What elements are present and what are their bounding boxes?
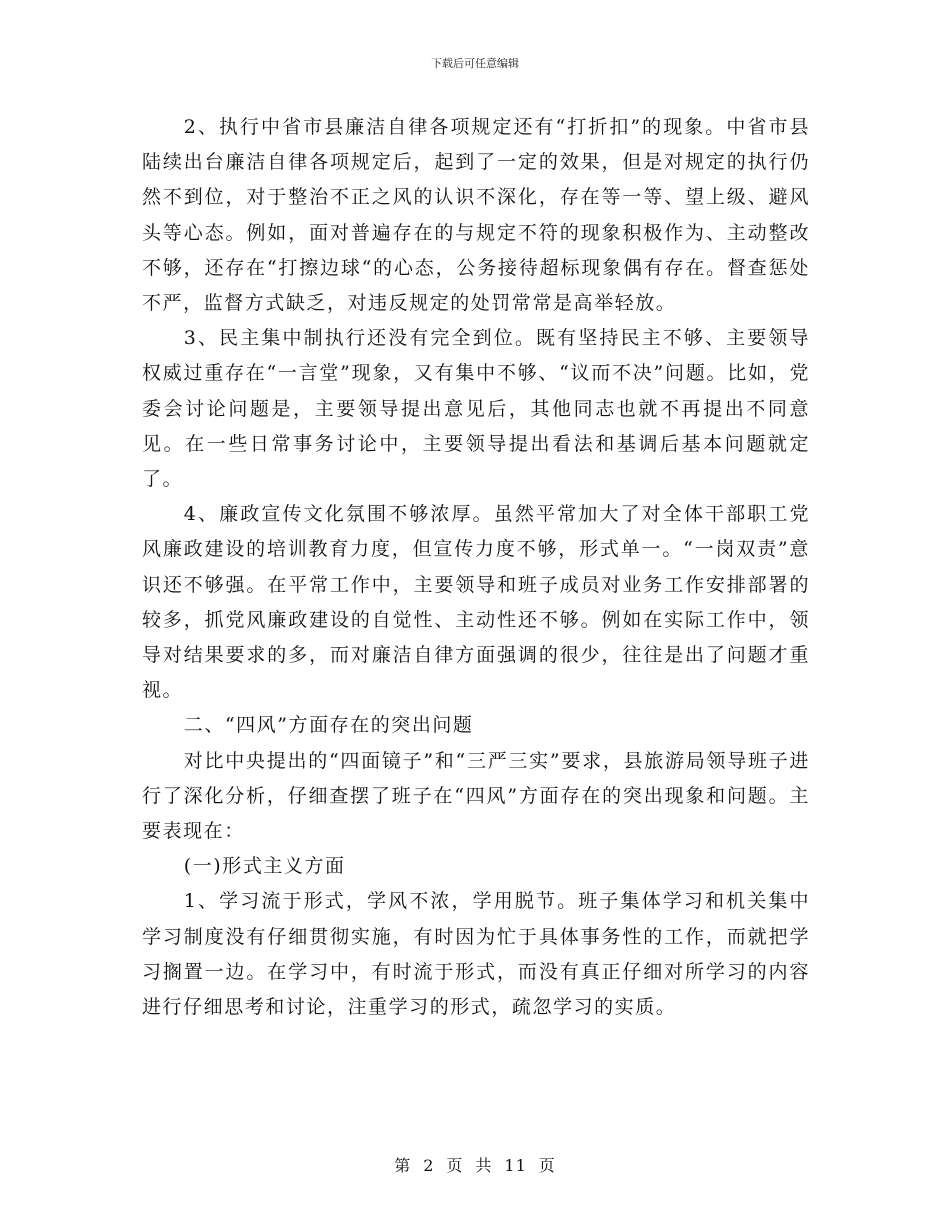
page-header-note: 下载后可任意编辑 bbox=[431, 57, 519, 70]
footer-suffix: 页 bbox=[538, 1156, 556, 1175]
paragraph: 4、廉政宣传文化氛围不够浓厚。虽然平常加大了对全体干部职工党风廉政建设的培训教育力度，但宣传力度不够，形式单一。“一岗双责”意识还不够强。在平常工作中，主要领导和班子成员对业务工作安排部署的较多，抓党风廉政建设的自觉性、主动性还不够。例如在实际工作中，领导对结果要求的多，而对廉洁自律方面强调的很少，往往是出了问题才重视。 bbox=[142, 503, 810, 702]
footer-current-page: 2 bbox=[423, 1156, 435, 1175]
footer-prefix: 第 bbox=[394, 1156, 412, 1175]
paragraph: 1、学习流于形式，学风不浓，学用脱节。班子集体学习和机关集中学习制度没有仔细贯彻实施，有时因为忙于具体事务性的工作，而就把学习搁置一边。在学习中，有时流于形式，而没有真正仔细对所学习的内容进行仔细思考和讨论，注重学习的形式，疏忽学习的实质。 bbox=[142, 890, 810, 1019]
footer-total-pages: 11 bbox=[504, 1156, 527, 1175]
subsection-heading: (一)形式主义方面 bbox=[183, 855, 346, 878]
paragraph: 3、民主集中制执行还没有完全到位。既有坚持民主不够、主要领导权威过重存在“一言堂”现象，又有集中不够、“议而不决”问题。比如，党委会讨论问题是，主要领导提出意见后，其他同志也就不再提出不同意见。在一些日常事务讨论中，主要领导提出看法和基调后基本问题就定了。 bbox=[142, 327, 810, 491]
document-body bbox=[142, 110, 810, 1025]
section-heading: 二、“四风”方面存在的突出问题 bbox=[183, 714, 474, 737]
footer-total-word: 共 bbox=[475, 1156, 493, 1175]
page-footer bbox=[0, 1153, 950, 1176]
footer-page-word: 页 bbox=[446, 1156, 464, 1175]
paragraph: 对比中央提出的“四面镜子”和“三严三实”要求，县旅游局领导班子进行了深化分析，仔细查摆了班子在“四风”方面存在的突出现象和问题。主要表现在： bbox=[142, 749, 810, 843]
paragraph: 2、执行中省市县廉洁自律各项规定还有“打折扣”的现象。中省市县陆续出台廉洁自律各项规定后，起到了一定的效果，但是对规定的执行仍然不到位，对于整治不正之风的认识不深化，存在等一等、望上级、避风头等心态。例如，面对普遍存在的与规定不符的现象积极作为、主动整改不够，还存在“打擦边球“的心态，公务接待超标现象偶有存在。督查惩处不严，监督方式缺乏，对违反规定的处罚常常是高举轻放。 bbox=[142, 116, 810, 315]
